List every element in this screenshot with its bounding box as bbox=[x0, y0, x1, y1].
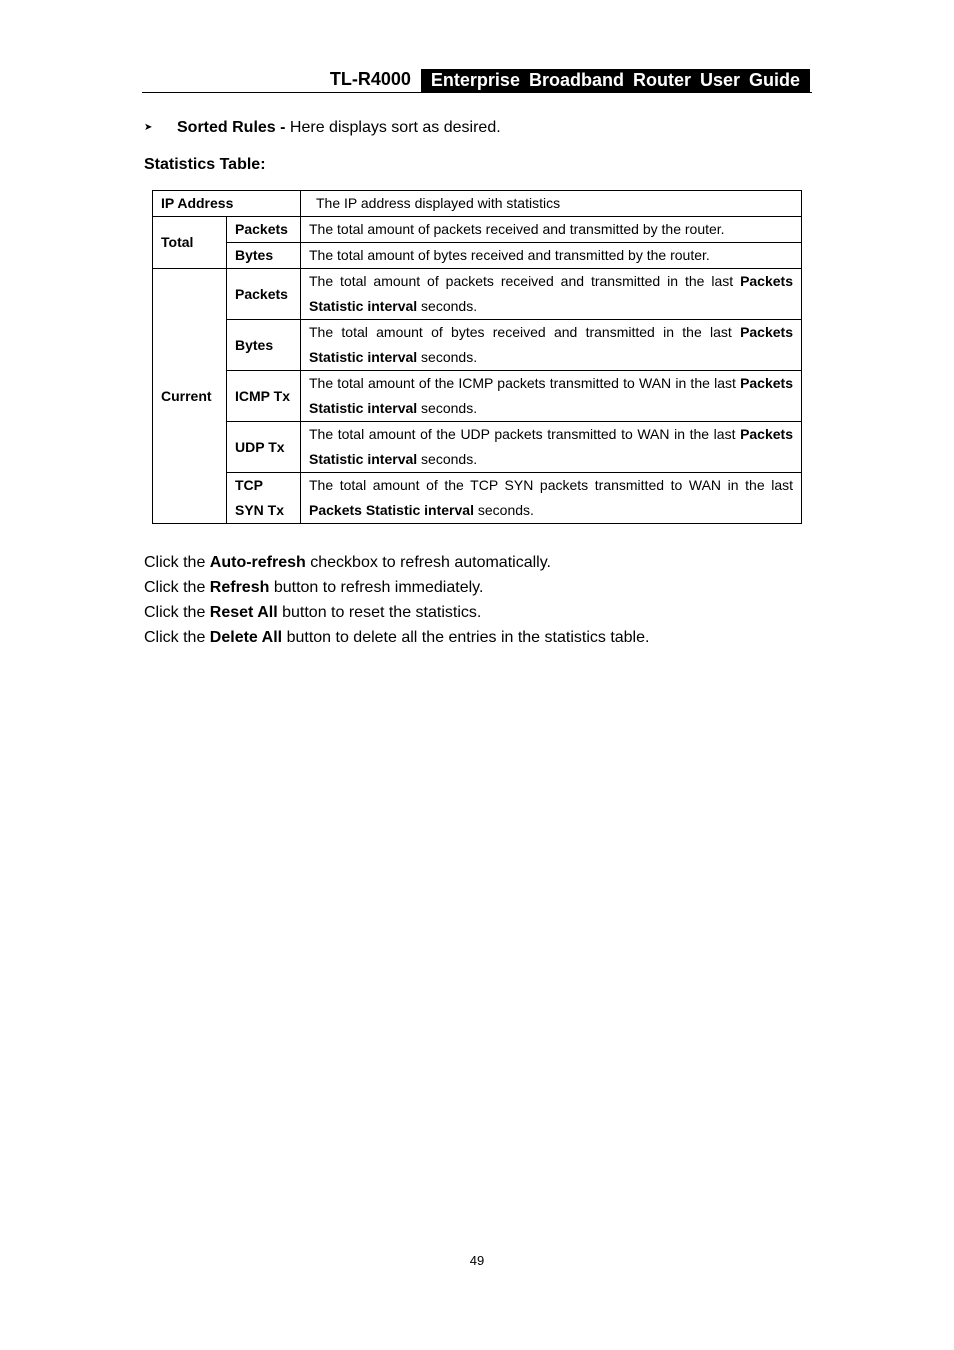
table-row bbox=[153, 217, 802, 243]
table-row bbox=[153, 371, 802, 422]
table-row bbox=[153, 269, 802, 320]
instruction-line: Click the Delete All button to delete all the entries in the statistics table. bbox=[144, 629, 650, 646]
row-desc-current-packets: The total amount of packets received and transmitted in the last Packets Statistic interval seconds. bbox=[301, 269, 802, 320]
table-row bbox=[153, 243, 802, 269]
sorted-rules-bullet bbox=[144, 119, 501, 137]
bullet-text: Here displays sort as desired. bbox=[285, 119, 501, 136]
row-label-current-icmp-tx: ICMP Tx bbox=[227, 371, 301, 422]
header-guide-title: Enterprise Broadband Router User Guide bbox=[421, 69, 810, 92]
row-desc-total-packets: The total amount of packets received and transmitted by the router. bbox=[301, 217, 802, 243]
instruction-line: Click the Auto-refresh checkbox to refresh automatically. bbox=[144, 554, 551, 571]
row-group-total: Total bbox=[153, 217, 227, 269]
instructions bbox=[144, 550, 649, 650]
table-row bbox=[153, 320, 802, 371]
row-desc-total-bytes: The total amount of bytes received and transmitted by the router. bbox=[301, 243, 802, 269]
table-row bbox=[153, 191, 802, 217]
row-group-current: Current bbox=[153, 269, 227, 524]
row-label-current-tcp-syn-tx: TCP SYN Tx bbox=[227, 473, 301, 524]
instruction-line: Click the Reset All button to reset the statistics. bbox=[144, 604, 482, 621]
statistics-table bbox=[152, 190, 802, 524]
page-header bbox=[142, 66, 812, 93]
row-label-total-bytes: Bytes bbox=[227, 243, 301, 269]
row-label-current-packets: Packets bbox=[227, 269, 301, 320]
table-row bbox=[153, 473, 802, 524]
bullet-term: Sorted Rules - bbox=[177, 119, 286, 136]
row-label-ip-address: IP Address bbox=[153, 191, 301, 217]
row-desc-current-icmp-tx: The total amount of the ICMP packets transmitted to WAN in the last Packets Statistic interval seconds. bbox=[301, 371, 802, 422]
section-title: Statistics Table: bbox=[144, 156, 266, 173]
row-desc-ip-address: The IP address displayed with statistics bbox=[301, 191, 802, 217]
table-row bbox=[153, 422, 802, 473]
instruction-line: Click the Refresh button to refresh immediately. bbox=[144, 579, 484, 596]
row-desc-current-bytes: The total amount of bytes received and transmitted in the last Packets Statistic interval seconds. bbox=[301, 320, 802, 371]
bullet-arrow-icon: ➤ bbox=[144, 122, 153, 133]
row-desc-current-udp-tx: The total amount of the UDP packets transmitted to WAN in the last Packets Statistic interval seconds. bbox=[301, 422, 802, 473]
row-label-total-packets: Packets bbox=[227, 217, 301, 243]
page-number: 49 bbox=[469, 1253, 485, 1268]
row-desc-current-tcp-syn-tx: The total amount of the TCP SYN packets transmitted to WAN in the last Packets Statistic interval seconds. bbox=[301, 473, 802, 524]
row-label-current-udp-tx: UDP Tx bbox=[227, 422, 301, 473]
header-model: TL-R4000 bbox=[329, 69, 411, 89]
row-label-current-bytes: Bytes bbox=[227, 320, 301, 371]
